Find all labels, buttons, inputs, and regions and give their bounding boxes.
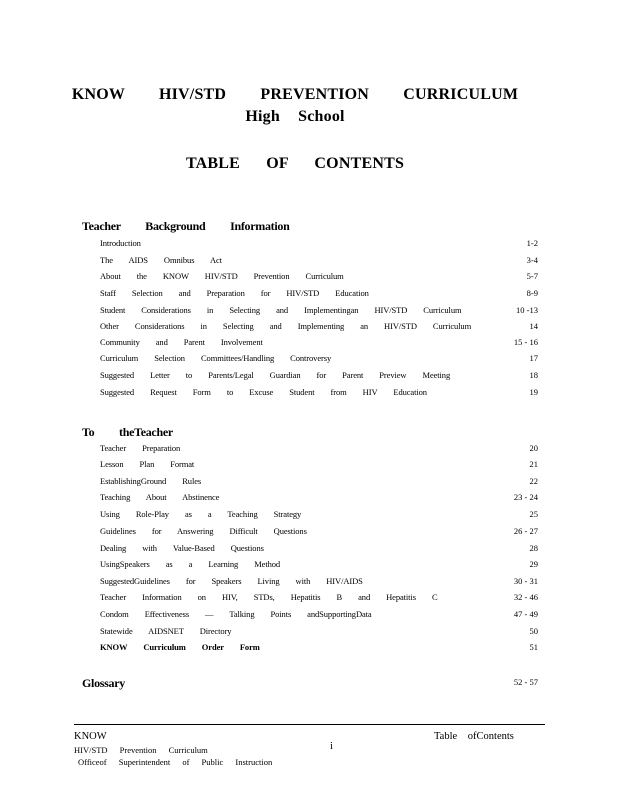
section-heading-to-the-teacher: To theTeacher <box>82 425 173 439</box>
toc-entry[interactable] <box>100 476 538 488</box>
section-heading-glossary[interactable]: Glossary <box>82 676 125 690</box>
document-subtitle: High School <box>245 108 345 125</box>
toc-entry-page: 23 - 24 <box>513 492 538 502</box>
toc-heading: TABLE OF CONTENTS <box>185 155 405 172</box>
toc-entry-label: Student Considerations in Selecting and Implementingan HIV/STD Curriculum <box>100 305 462 315</box>
toc-entry-label: Community and Parent Involvement <box>100 337 263 347</box>
toc-entry-page: 14 <box>529 321 538 331</box>
toc-entry-label: Introduction <box>100 238 141 248</box>
toc-entry-label: Guidelines for Answering Difficult Questions <box>100 526 307 536</box>
toc-entry-label: Teaching About Abstinence <box>100 492 220 502</box>
toc-entry-label: KNOW Curriculum Order Form <box>100 642 260 652</box>
toc-entry[interactable] <box>100 238 538 250</box>
toc-entry-page: 51 <box>529 642 538 652</box>
glossary-page: 52 - 57 <box>513 677 538 687</box>
toc-entry-page: 1-2 <box>526 238 538 248</box>
footer-know: KNOW <box>74 731 107 742</box>
toc-entry-page: 22 <box>529 476 538 486</box>
toc-entry-label: Condom Effectiveness — Talking Points andSupportingData <box>100 609 372 619</box>
toc-entry-label: Curriculum Selection Committees/Handling Controversy <box>100 353 332 363</box>
toc-entry-page: 26 - 27 <box>513 526 538 536</box>
toc-entry-label: Statewide AIDSNET Directory <box>100 626 232 636</box>
toc-entry-page: 25 <box>529 509 538 519</box>
toc-entry-page: 17 <box>529 353 538 363</box>
toc-entry-label: Dealing with Value-Based Questions <box>100 543 264 553</box>
footer-page-number: i <box>330 741 333 752</box>
toc-entry[interactable] <box>100 288 538 300</box>
toc-entry-label: EstablishingGround Rules <box>100 476 202 486</box>
toc-entry-label: Using Role-Play as a Teaching Strategy <box>100 509 302 519</box>
toc-entry-label: Teacher Preparation <box>100 443 181 453</box>
toc-entry[interactable] <box>100 255 538 267</box>
toc-entry-page: 20 <box>529 443 538 453</box>
toc-entry[interactable] <box>100 642 538 654</box>
toc-entry[interactable] <box>100 543 538 555</box>
toc-entry[interactable] <box>100 459 538 471</box>
toc-entry-page: 30 - 31 <box>513 576 538 586</box>
toc-entry-page: 8-9 <box>526 288 538 298</box>
toc-entry-label: SuggestedGuidelines for Speakers Living with HIV/AIDS <box>100 576 363 586</box>
toc-entry-page: 15 - 16 <box>513 337 538 347</box>
footer-office: Officeof Superintendent of Public Instruction <box>78 757 273 767</box>
toc-entry-label: Staff Selection and Preparation for HIV/STD Education <box>100 288 369 298</box>
toc-entry-page: 3-4 <box>526 255 538 265</box>
toc-entry-page: 29 <box>529 559 538 569</box>
toc-entry[interactable] <box>100 370 538 382</box>
toc-entry[interactable] <box>100 492 538 504</box>
toc-entry-label: Teacher Information on HIV, STDs, Hepatitis B and Hepatitis C <box>100 592 438 602</box>
toc-entry-page: 18 <box>529 370 538 380</box>
toc-entry[interactable] <box>100 387 538 399</box>
toc-entry[interactable] <box>100 305 538 317</box>
toc-entry[interactable] <box>100 626 538 638</box>
toc-entry[interactable] <box>100 609 538 621</box>
footer-curriculum: HIV/STD Prevention Curriculum <box>74 745 208 755</box>
toc-entry[interactable] <box>100 443 538 455</box>
toc-entry-label: The AIDS Omnibus Act <box>100 255 222 265</box>
toc-entry[interactable] <box>100 559 538 571</box>
toc-entry-label: Suggested Request Form to Excuse Student from HIV Education <box>100 387 427 397</box>
toc-entry-page: 50 <box>529 626 538 636</box>
toc-entry-page: 19 <box>529 387 538 397</box>
toc-entry-page: 47 - 49 <box>513 609 538 619</box>
section-heading-teacher-background: Teacher Background Information <box>82 219 290 233</box>
toc-entry[interactable] <box>100 353 538 365</box>
document-title: KNOW HIV/STD PREVENTION CURRICULUM <box>71 86 519 103</box>
toc-entry[interactable] <box>100 337 538 349</box>
toc-entry-label: UsingSpeakers as a Learning Method <box>100 559 281 569</box>
toc-entry-page: 10 -13 <box>516 305 538 315</box>
toc-entry-page: 5-7 <box>526 271 538 281</box>
toc-entry-page: 28 <box>529 543 538 553</box>
toc-entry-page: 32 - 46 <box>513 592 538 602</box>
toc-entry[interactable] <box>100 509 538 521</box>
toc-entry-label: Other Considerations in Selecting and Implementing an HIV/STD Curriculum <box>100 321 472 331</box>
toc-entry-label: Suggested Letter to Parents/Legal Guardian for Parent Preview Meeting <box>100 370 451 380</box>
toc-entry[interactable] <box>100 592 538 604</box>
toc-entry[interactable] <box>100 321 538 333</box>
toc-entry-label: About the KNOW HIV/STD Prevention Curriculum <box>100 271 344 281</box>
footer-section-name: Table ofContents <box>434 731 514 742</box>
toc-entry[interactable] <box>100 526 538 538</box>
footer-divider <box>74 724 545 725</box>
toc-entry[interactable] <box>100 576 538 588</box>
toc-entry-label: Lesson Plan Format <box>100 459 195 469</box>
toc-entry[interactable] <box>100 271 538 283</box>
toc-entry-page: 21 <box>529 459 538 469</box>
